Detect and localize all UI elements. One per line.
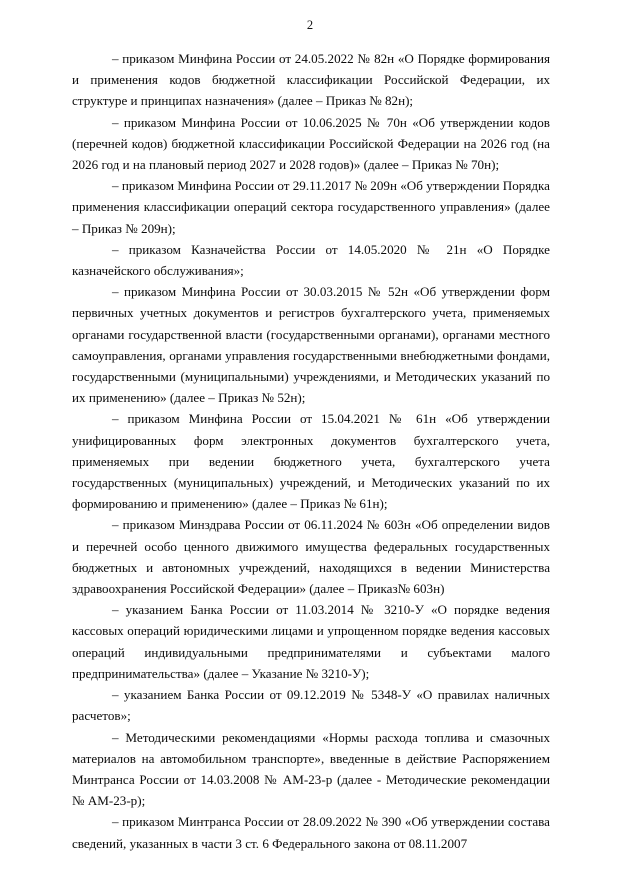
paragraph: – приказом Минфина России от 30.03.2015 № 52н «Об утверждении форм первичных учетных документов и регистров бухгалтерского учета, применяемых органами государственной власти (государственными органами), органами местного самоуправления, органами управления государственными внебюджетными фондами, государственными (муниципальными) учреждениями, и Методических указаний по их применению» (далее – Приказ № 52н); bbox=[72, 284, 550, 406]
paragraph: – приказом Казначейства России от 14.05.2020 № 21н «О Порядке казначейского обслуживания»; bbox=[72, 241, 550, 279]
paragraph: – приказом Минздрава России от 06.11.2024 № 603н «Об определении видов и перечней особо ценного движимого имущества федеральных государственных бюджетных и автономных учреждений, находящихся в ведении Министерства здравоохранения Российской Федерации» (далее – Приказ№ 603н) bbox=[72, 517, 550, 597]
paragraph: – Методическими рекомендациями «Нормы расхода топлива и смазочных материалов на автомобильном транспорте», введенные в действие Распоряжением Минтранса России от 14.03.2008 № АМ-23-р (далее - Методические рекомендации № АМ-23-р); bbox=[72, 729, 550, 809]
paragraph: – приказом Минфина России от 10.06.2025 № 70н «Об утверждении кодов (перечней кодов) бюджетной классификации Российской Федерации на 2026 год (на 2026 год и на плановый период 2027 и 2028 годов)» (далее – Приказ № 70н); bbox=[72, 114, 550, 173]
page-number: 2 bbox=[306, 18, 314, 32]
paragraph: – приказом Минфина России от 29.11.2017 № 209н «Об утверждении Порядка применения классификации операций сектора государственного управления» (далее – Приказ № 209н); bbox=[72, 178, 550, 236]
paragraph: – указанием Банка России от 11.03.2014 № 3210-У «О порядке ведения кассовых операций юридическими лицами и упрощенном порядке ведения кассовых операций индивидуальными предпринимателями и субъектами малого предпринимательства» (далее – Указание № 3210-У); bbox=[72, 602, 550, 681]
document-body bbox=[72, 48, 550, 854]
paragraph: – приказом Минфина России от 15.04.2021 № 61н «Об утверждении унифицированных форм электронных документов бухгалтерского учета, применяемых при ведении бюджетного учета, бухгалтерского учета государственных (муниципальных) учреждений, и Методических указаний по их формированию и применению» (далее – Приказ № 61н); bbox=[72, 411, 550, 512]
paragraph: – приказом Минтранса России от 28.09.2022 № 390 «Об утверждении состава сведений, указанных в части 3 ст. 6 Федерального закона от 08.11.2007 bbox=[72, 814, 550, 851]
paragraph: – указанием Банка России от 09.12.2019 № 5348-У «О правилах наличных расчетов»; bbox=[72, 687, 550, 724]
paragraph: – приказом Минфина России от 24.05.2022 № 82н «О Порядке формирования и применения кодов бюджетной классификации Российской Федерации, их структуре и принципах назначения» (далее – Приказ № 82н); bbox=[72, 51, 550, 109]
